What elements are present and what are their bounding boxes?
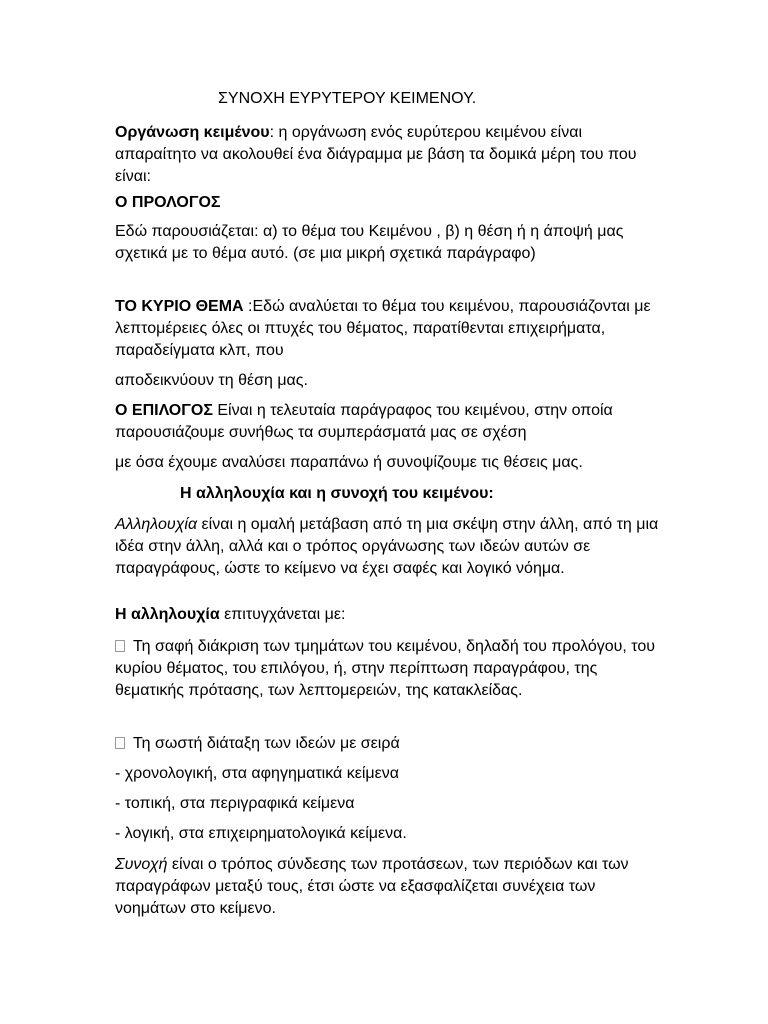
epilogue-lead: Ο ΕΠΙΛΟΓΟΣ [115, 402, 213, 419]
achieved-lead: Η αλληλουχία [115, 606, 220, 623]
order-item: - χρονολογική, στα αφηγηματικά κείμενα [115, 765, 399, 782]
order-item: - λογική, στα επιχειρηματολογικά κείμενα. [115, 825, 407, 842]
epilogue-continuation: με όσα έχουμε αναλύσει παραπάνω ή συνοψίζουμε τις θέσεις μας. [115, 454, 583, 471]
list-item [115, 636, 660, 702]
list-item [115, 733, 660, 755]
intro-lead: Οργάνωση κειμένου [115, 124, 270, 141]
achieved-text: επιτυγχάνεται με: [219, 606, 346, 623]
main-theme-lead: ΤΟ ΚΥΡΙΟ ΘΕΜΑ [115, 298, 244, 315]
prologue-heading: Ο ΠΡΟΛΟΓΟΣ [115, 194, 221, 211]
definition-paragraph [115, 514, 660, 580]
order-item: - τοπική, στα περιγραφικά κείμενα [115, 795, 355, 812]
intro-paragraph [115, 122, 660, 188]
cohesion-text: είναι ο τρόπος σύνδεσης των προτάσεων, των περιόδων και των παραγράφων μεταξύ τους, έτσι ώστε να εξασφαλίζεται συνέχεια των νοημάτων στο κείμενο. [115, 856, 629, 917]
main-theme-text: :Εδώ αναλύεται το θέμα του κειμένου, παρουσιάζονται με λεπτομέρειες όλες οι πτυχές του θέματος, παρατίθενται επιχειρήματα, παραδείγματα κλπ, που [115, 298, 651, 359]
definition-text: είναι η ομαλή μετάβαση από τη μια σκέψη στην άλλη, από τη μια ιδέα στην άλλη, αλλά και ο τρόπος οργάνωσης των ιδεών αυτών σε παραγράφους, ώστε το κείμενο να έχει σαφές και λογικό νόημα. [115, 516, 659, 577]
main-theme-paragraph [115, 296, 660, 362]
bullet-text: Τη σωστή διάταξη των ιδεών με σειρά [133, 735, 400, 752]
definition-term: Αλληλουχία [115, 516, 198, 533]
section-subheading: Η αλληλουχία και η συνοχή του κειμένου: [180, 485, 494, 502]
bullet-text: Τη σαφή διάκριση των τμημάτων του κειμένου, δηλαδή του προλόγου, του κυρίου θέματος, του επιλόγου, ή, στην περίπτωση παραγράφου, της θεματικής πρότασης, των λεπτομερειών, της κατακλείδας. [115, 638, 656, 699]
epilogue-paragraph [115, 400, 660, 444]
achieved-paragraph [115, 604, 660, 626]
checkbox-bullet-icon [115, 737, 125, 749]
cohesion-term: Συνοχή [115, 856, 168, 873]
checkbox-bullet-icon [115, 640, 125, 652]
prologue-paragraph: Εδώ παρουσιάζεται: α) το θέμα του Κειμένου , β) η θέση ή η άποψή μας σχετικά με το θέμα αυτό. (σε μια μικρή σχετικά παράγραφο) [115, 223, 624, 262]
main-theme-continuation: αποδεικνύουν τη θέση μας. [115, 372, 308, 389]
cohesion-paragraph [115, 854, 660, 920]
page-title: ΣΥΝΟΧΗ ΕΥΡΥΤΕΡΟΥ ΚΕΙΜΕΝΟΥ. [218, 90, 477, 107]
epilogue-text: Είναι η τελευταία παράγραφος του κειμένου, στην οποία παρουσιάζουμε συνήθως τα συμπεράσματά μας σε σχέση [115, 402, 613, 441]
intro-text: : η οργάνωση ενός ευρύτερου κειμένου είναι απαραίτητο να ακολουθεί ένα διάγραμμα με βάση τα δομικά μέρη του που είναι: [115, 124, 637, 185]
